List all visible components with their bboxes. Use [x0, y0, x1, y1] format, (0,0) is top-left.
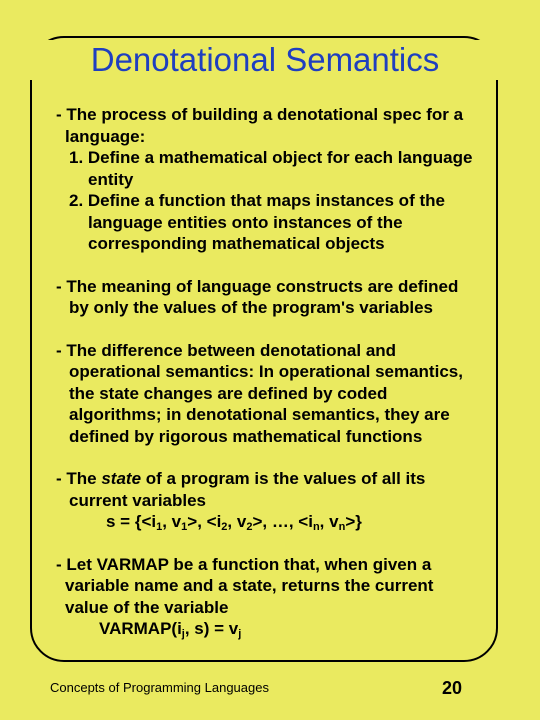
footer-text: Concepts of Programming Languages: [50, 680, 269, 695]
formula-subscript: n: [338, 521, 346, 533]
paragraph-meaning: [56, 276, 506, 319]
text-line: defined by rigorous mathematical functions: [69, 426, 423, 446]
formula-part: s = {<i: [106, 512, 157, 531]
text-line: corresponding mathematical objects: [88, 234, 385, 253]
text-line: - The meaning of language constructs are defined: [56, 276, 459, 296]
text-line: [56, 468, 506, 490]
text-line: language:: [65, 126, 146, 146]
formula-part: VARMAP(i: [99, 619, 182, 638]
paragraph-difference: [56, 340, 506, 448]
text-line: entity: [88, 169, 134, 189]
formula-subscript: n: [312, 521, 320, 533]
varmap-formula: [56, 618, 506, 640]
text-line: value of the variable: [65, 597, 229, 617]
formula-part: , s) = v: [184, 619, 239, 638]
paragraph-varmap: [56, 554, 506, 640]
formula-subscript: j: [181, 628, 185, 640]
text-line: - Let VARMAP be a function that, when given a: [56, 554, 432, 574]
formula-part: >, …, <i: [252, 512, 313, 531]
formula-subscript: 2: [246, 521, 253, 533]
text-line: 2. Define a function that maps instances of the: [69, 191, 445, 210]
text-span: of a program is the values of all its: [141, 469, 426, 488]
text-line: current variables: [69, 490, 207, 510]
text-line: the state changes are defined by coded: [69, 383, 388, 403]
text-line: operational semantics: In operational semantics,: [69, 362, 463, 381]
text-line: - The process of building a denotational spec for a: [56, 105, 464, 124]
paragraph-state: [56, 468, 506, 533]
text-line: - The difference between denotational and: [56, 340, 397, 360]
slide-title: Denotational Semantics: [0, 40, 530, 80]
formula-subscript: j: [238, 628, 242, 640]
italic-term-state: state: [101, 469, 142, 488]
page-number: 20: [442, 678, 463, 698]
text-line: 1. Define a mathematical object for each language: [69, 148, 473, 167]
formula-part: , v: [162, 512, 182, 531]
state-formula: [56, 511, 506, 533]
slide-body: [56, 104, 506, 661]
formula-subscript: 1: [181, 521, 188, 533]
formula-part: , v: [319, 512, 339, 531]
formula-subscript: 2: [221, 521, 228, 533]
formula-part: >, <i: [187, 512, 222, 531]
text-line: variable name and a state, returns the current: [65, 576, 434, 595]
formula-part: , v: [227, 512, 247, 531]
text-span: - The: [56, 469, 102, 488]
formula-subscript: 1: [156, 521, 163, 533]
text-line: by only the values of the program's variables: [69, 298, 433, 317]
paragraph-process: [56, 104, 506, 255]
text-line: algorithms; in denotational semantics, they are: [69, 405, 450, 424]
text-line: language entities onto instances of the: [88, 212, 403, 232]
formula-part: >}: [345, 512, 362, 531]
